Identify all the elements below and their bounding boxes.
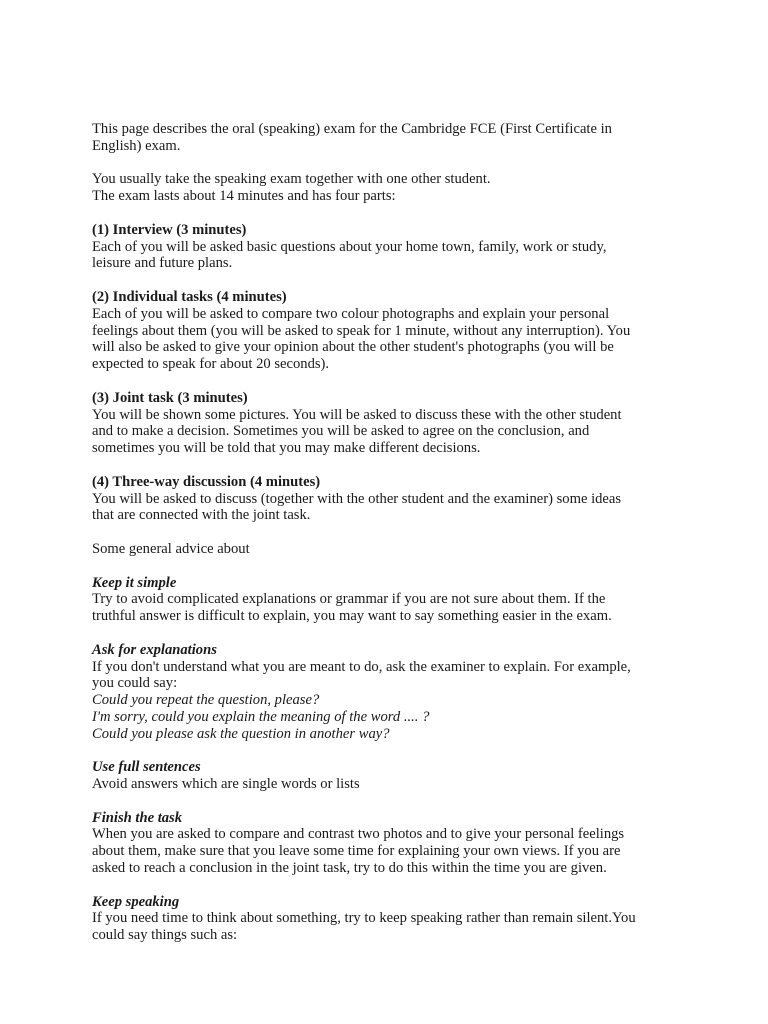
part-body: Each of you will be asked basic questions about your home town, family, work or study, leisure and future plans. [92,238,607,272]
part-heading: (2) Individual tasks (4 minutes) [92,288,287,305]
spacer [92,457,692,474]
spacer [92,524,692,541]
advice-body: Try to avoid complicated explanations or grammar if you are not sure about them. If the truthful answer is difficult to explain, you may want to say something easier in the exam. [92,591,612,625]
spacer [92,272,692,289]
spacer [92,793,692,810]
document-page [92,121,692,944]
advice-heading: Finish the task [92,809,183,826]
example-phrase: Could you please ask the question in another way? [92,725,390,742]
advice-body: When you are asked to compare and contrast two photos and to give your personal feelings about them, make sure that you leave some time for explaining your own views. If you are asked to reach a conclusion in the joint task, try to do this within the time you are given. [92,826,625,877]
advice-intro: Some general advice about [92,540,250,557]
example-phrase: Could you repeat the question, please? [92,692,320,709]
advice-body: Avoid answers which are single words or lists [92,776,360,793]
example-phrase: I'm sorry, could you explain the meaning of the word .... ? [92,708,430,725]
advice-heading: Keep it simple [92,574,177,591]
spacer [92,155,692,172]
spacer [92,558,692,575]
spacer [92,742,692,759]
advice-heading: Keep speaking [92,893,180,910]
advice-body: If you need time to think about something, try to keep speaking rather than remain silent.You could say things such as: [92,910,636,944]
part-heading: (4) Three-way discussion (4 minutes) [92,473,321,490]
part-heading: (1) Interview (3 minutes) [92,221,247,238]
spacer [92,373,692,390]
intro-paragraph: You usually take the speaking exam together with one other student. The exam lasts about 14 minutes and has four parts: [92,171,491,205]
part-body: You will be shown some pictures. You will be asked to discuss these with the other student and to make a decision. Sometimes you will be asked to agree on the conclusion, and sometimes you will be told that you may make different decisions. [92,406,622,457]
part-body: You will be asked to discuss (together with the other student and the examiner) some ideas that are connected with the joint task. [92,490,622,524]
part-heading: (3) Joint task (3 minutes) [92,389,248,406]
advice-heading: Ask for explanations [92,641,217,658]
spacer [92,625,692,642]
advice-body: If you don't understand what you are meant to do, ask the examiner to explain. For example, you could say: [92,658,631,692]
advice-heading: Use full sentences [92,759,201,776]
spacer [92,877,692,894]
intro-paragraph: This page describes the oral (speaking) exam for the Cambridge FCE (First Certificate in English) exam. [92,121,612,154]
spacer [92,205,692,222]
part-body: Each of you will be asked to compare two colour photographs and explain your personal feelings about them (you will be asked to speak for 1 minute, without any interruption). You will also be asked to give your opinion about the other student's photographs (you will be expected to speak for about 20 seconds). [92,305,631,373]
